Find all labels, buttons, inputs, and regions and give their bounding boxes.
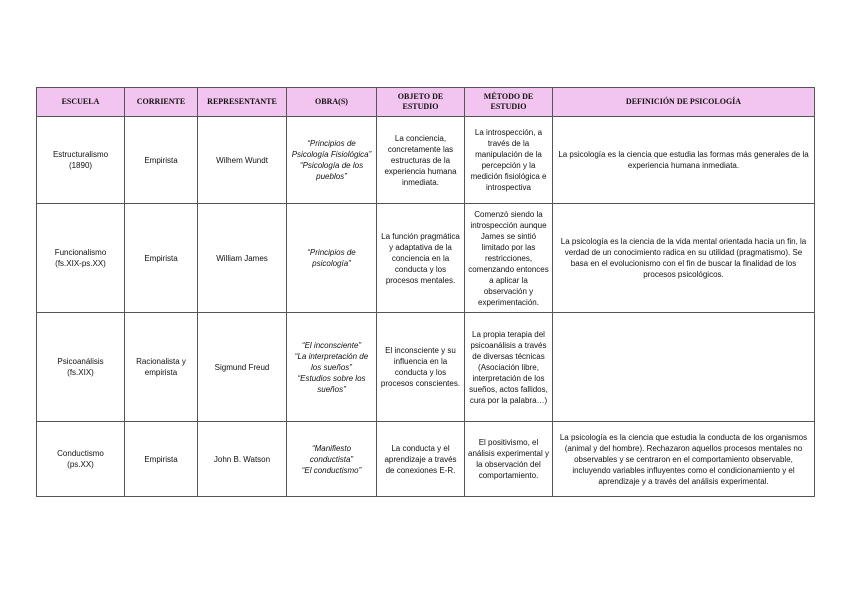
table-row xyxy=(37,117,815,204)
cell-metodo: Comenzó siendo la introspección aunque James se sintió limitado por las restricciones, comenzando entonces a aplicar la observación y experimentación. xyxy=(465,204,553,313)
cell-escuela: Funcionalismo (fs.XIX-ps.XX) xyxy=(37,204,125,313)
header-objeto: OBJETO DE ESTUDIO xyxy=(377,88,465,117)
obra-title: “Manifiesto conductista” xyxy=(309,443,354,464)
cell-definicion: La psicología es la ciencia de la vida mental orientada hacia un fin, la verdad de un conocimiento radica en su utilidad (pragmatismo). Se basa en el evolucionismo con el fin de buscar la finalidad de los procesos psicológicos. xyxy=(553,204,815,313)
header-escuela: ESCUELA xyxy=(37,88,125,117)
header-representante: REPRESENTANTE xyxy=(198,88,287,117)
cell-escuela: Psicoanálisis (fs.XIX) xyxy=(37,313,125,422)
table-row xyxy=(37,422,815,497)
psychology-schools-table xyxy=(36,87,815,497)
obra-title: “Estudios sobre los sueños” xyxy=(297,373,366,394)
obra-title: “El inconsciente” xyxy=(301,340,362,350)
obra-title: “El conductismo” xyxy=(301,465,362,475)
header-obras: OBRA(S) xyxy=(287,88,377,117)
cell-objeto: El inconsciente y su influencia en la conducta y los procesos conscientes. xyxy=(377,313,465,422)
cell-metodo: La introspección, a través de la manipulación de la percepción y la medición fisiológica e introspectiva xyxy=(465,117,553,204)
table-row xyxy=(37,313,815,422)
cell-metodo: El positivismo, el análisis experimental y la observación del comportamiento. xyxy=(465,422,553,497)
cell-obras xyxy=(287,204,377,313)
cell-definicion: La psicología es la ciencia que estudia las formas más generales de la experiencia humana inmediata. xyxy=(553,117,815,204)
cell-obras xyxy=(287,313,377,422)
cell-definicion xyxy=(553,313,815,422)
cell-definicion: La psicología es la ciencia que estudia la conducta de los organismos (animal y del hombre). Rechazaron aquellos procesos mentales no observables y se centraron en el comportamiento observable, incluyendo variables influyentes como el condicionamiento y el aprendizaje y a través del análisis experimental. xyxy=(553,422,815,497)
cell-corriente: Empirista xyxy=(125,204,198,313)
cell-metodo: La propia terapia del psicoanálisis a través de diversas técnicas (Asociación libre, interpretación de los sueños, actos fallidos, cura por la palabra…) xyxy=(465,313,553,422)
cell-escuela: Conductismo (ps.XX) xyxy=(37,422,125,497)
header-metodo: MÉTODO DE ESTUDIO xyxy=(465,88,553,117)
cell-corriente: Empirista xyxy=(125,422,198,497)
obra-title: “Principios de Psicología Fisiológica” xyxy=(291,139,372,159)
cell-objeto: La conciencia, concretamente las estructuras de la experiencia humana inmediata. xyxy=(377,117,465,204)
cell-objeto: La conducta y el aprendizaje a través de conexiones E-R. xyxy=(377,422,465,497)
header-row xyxy=(37,88,815,117)
cell-representante: John B. Watson xyxy=(198,422,287,497)
cell-obras xyxy=(287,422,377,497)
cell-objeto: La función pragmática y adaptativa de la conciencia en la conducta y los procesos mentales. xyxy=(377,204,465,313)
obra-title: “Psicología de los pueblos” xyxy=(299,161,364,181)
header-definicion: DEFINICIÓN DE PSICOLOGÍA xyxy=(553,88,815,117)
cell-escuela: Estructuralismo (1890) xyxy=(37,117,125,204)
cell-obras xyxy=(287,117,377,204)
cell-representante: Sigmund Freud xyxy=(198,313,287,422)
obra-title: “Principios de psicología” xyxy=(307,248,356,268)
cell-corriente: Racionalista y empirista xyxy=(125,313,198,422)
header-corriente: CORRIENTE xyxy=(125,88,198,117)
cell-representante: William James xyxy=(198,204,287,313)
table-row xyxy=(37,204,815,313)
obra-title: “La interpretación de los sueños” xyxy=(294,351,369,372)
cell-corriente: Empirista xyxy=(125,117,198,204)
cell-representante: Wilhem Wundt xyxy=(198,117,287,204)
